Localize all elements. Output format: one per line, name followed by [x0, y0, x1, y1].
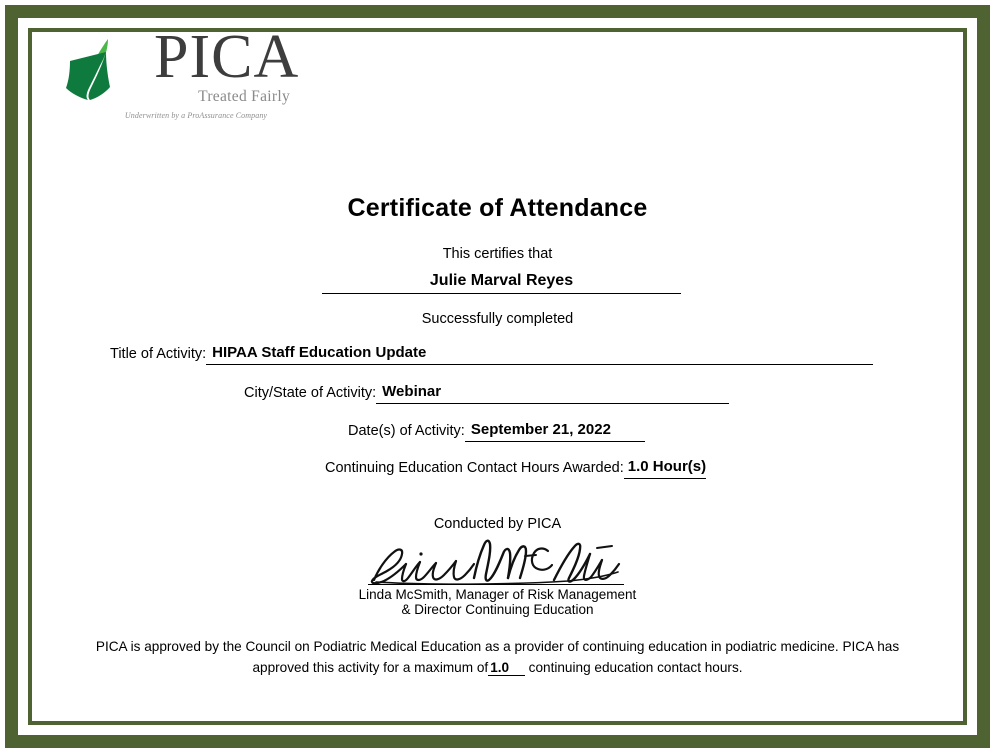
approval-hours-blank-line	[511, 660, 525, 676]
certifies-label: This certifies that	[442, 246, 553, 262]
corner-ornament-bottom-right	[949, 707, 995, 753]
approval-hours-value: 1.0	[490, 660, 510, 675]
activity-title-value: HIPAA Staff Education Update	[206, 344, 873, 365]
pica-leaf-icon	[62, 38, 142, 109]
contact-hours-label: Continuing Education Contact Hours Awarded:	[325, 460, 624, 476]
completed-label: Successfully completed	[421, 311, 574, 327]
pica-logo	[62, 23, 300, 129]
conducted-by-label: Conducted by PICA	[433, 516, 562, 532]
signatory-block	[0, 588, 995, 617]
city-state-label: City/State of Activity:	[244, 385, 377, 401]
corner-ornament-top-right	[949, 0, 995, 46]
contact-hours-value: 1.0 Hour(s)	[624, 458, 706, 479]
page-title: Certificate of Attendance	[347, 194, 648, 222]
approval-text-before: PICA is approved by the Council on Podiatric Medical Education as a provider of continuing education in podiatric medicine. PICA has approved this activity for a maximum of	[95, 639, 900, 675]
pica-tagline: Treated Fairly	[198, 88, 290, 105]
city-state-value: Webinar	[376, 383, 729, 404]
contact-hours-row	[325, 458, 706, 479]
activity-title-label: Title of Activity:	[110, 346, 207, 362]
pica-underwriter-note: Underwritten by a ProAssurance Company	[124, 111, 268, 120]
activity-title-row	[110, 344, 873, 365]
city-state-row	[244, 383, 729, 404]
dates-label: Date(s) of Activity:	[348, 423, 465, 439]
recipient-name-field	[322, 272, 681, 294]
signatory-title-line-2: & Director Continuing Education	[401, 601, 594, 617]
corner-ornament-top-left	[0, 0, 46, 46]
approval-text-after: continuing education contact hours.	[528, 660, 743, 675]
signatory-title-line-1: Linda McSmith, Manager of Risk Management	[358, 587, 637, 602]
approval-statement	[66, 636, 929, 678]
recipient-name: Julie Marval Reyes	[429, 272, 574, 289]
pica-wordmark: PICA	[154, 23, 300, 91]
border-frame-inner	[28, 23, 967, 725]
signature-line	[368, 584, 624, 585]
corner-ornament-bottom-left	[0, 707, 46, 753]
signature-image	[368, 534, 624, 586]
dates-row	[348, 421, 645, 442]
dates-value: September 21, 2022	[465, 421, 645, 442]
